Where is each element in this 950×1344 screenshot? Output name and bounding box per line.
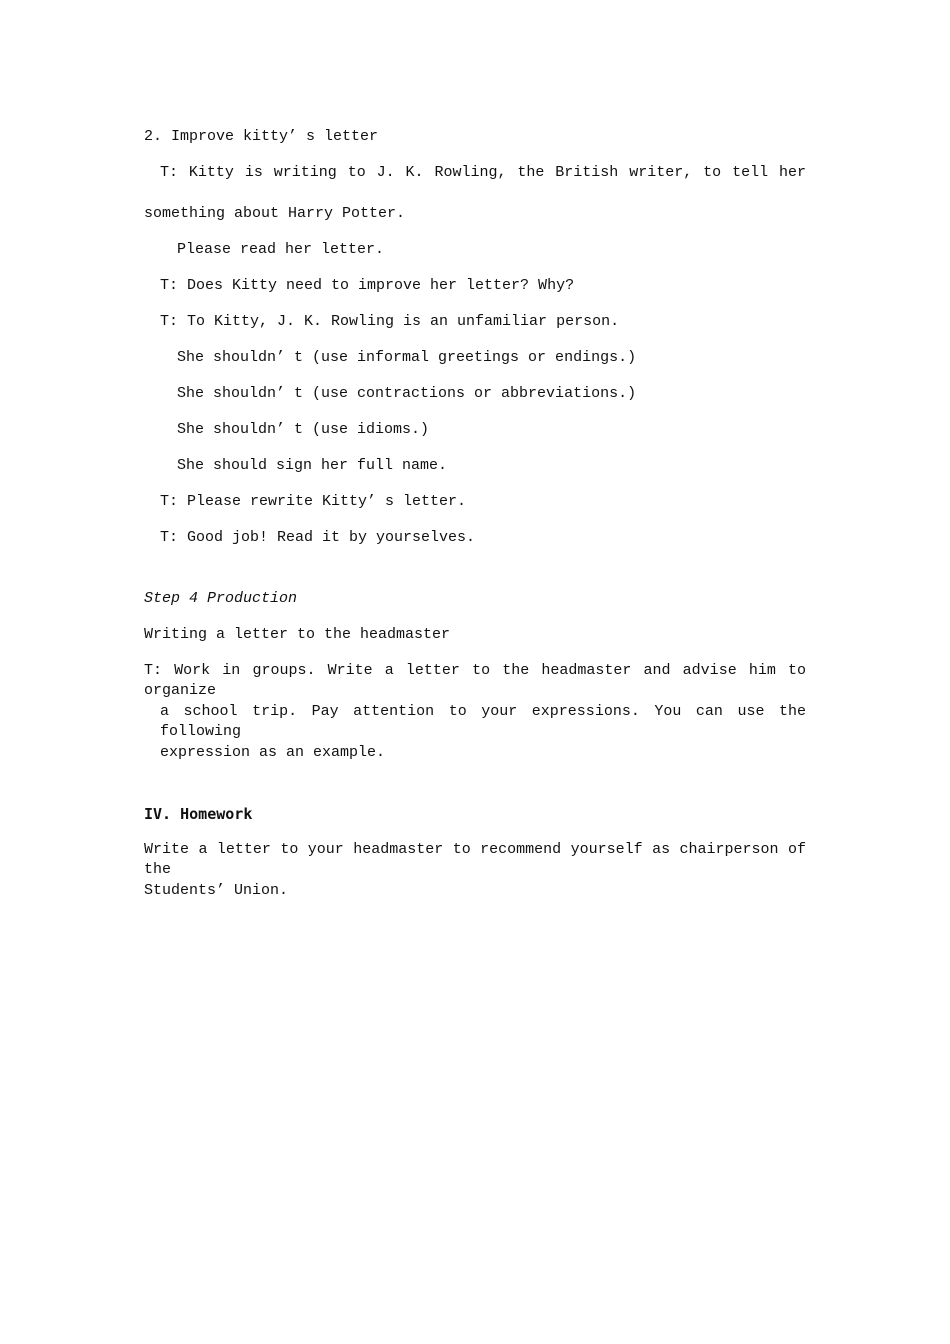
improve-rewrite: T: Please rewrite Kitty’ s letter. [160, 493, 467, 510]
step4-subtitle: Writing a letter to the headmaster [144, 626, 451, 643]
homework-line2: Students’ Union. [144, 882, 289, 899]
improve-heading: 2. Improve kitty’ s letter [144, 128, 379, 145]
improve-point: She should sign her full name. [177, 457, 448, 474]
improve-question: T: Does Kitty need to improve her letter? Why? [160, 277, 575, 294]
improve-read-instruction: Please read her letter. [177, 241, 385, 258]
improve-good-job: T: Good job! Read it by yourselves. [160, 529, 476, 546]
improve-point: She shouldn’ t (use informal greetings or endings.) [177, 349, 637, 366]
step4-task-line2: a school trip. Pay attention to your expressions. You can use the following [160, 703, 806, 740]
improve-point: She shouldn’ t (use contractions or abbreviations.) [177, 385, 637, 402]
homework-line1: Write a letter to your headmaster to recommend yourself as chairperson of the [144, 841, 806, 878]
step4-heading: Step 4 Production [144, 590, 298, 607]
improve-point: She shouldn’ t (use idioms.) [177, 421, 430, 438]
improve-unfamiliar: T: To Kitty, J. K. Rowling is an unfamiliar person. [160, 313, 620, 330]
improve-intro-line2: something about Harry Potter. [144, 205, 406, 222]
homework-heading: IV. Homework [144, 805, 253, 823]
improve-intro-line1: T: Kitty is writing to J. K. Rowling, the British writer, to tell her [160, 164, 806, 181]
step4-task-line1: T: Work in groups. Write a letter to the headmaster and advise him to organize [144, 662, 806, 699]
step4-task-line3: expression as an example. [160, 744, 386, 761]
